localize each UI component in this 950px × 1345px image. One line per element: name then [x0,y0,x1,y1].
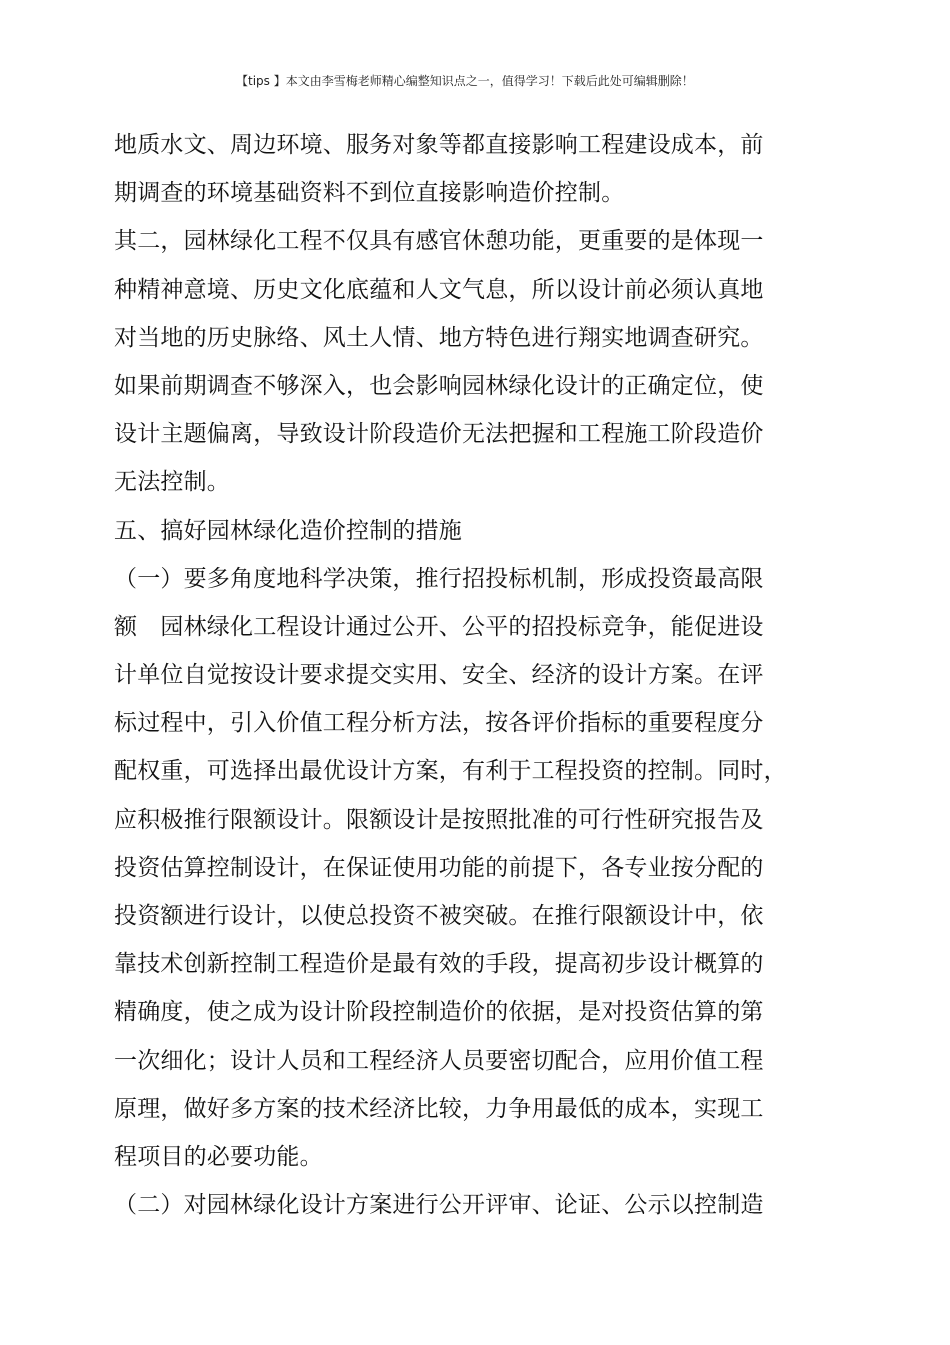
text-line: 地质水文、周边环境、服务对象等都直接影响工程建设成本，前 [114,132,764,158]
text-line: 应积极推行限额设计。限额设计是按照批准的可行性研究报告及 [114,806,764,833]
text-line: 其二，园林绿化工程不仅具有感官休憩功能，更重要的是体现一 [114,228,764,255]
text-line: 一次细化；设计人员和工程经济人员要密切配合，应用价值工程 [114,1047,764,1074]
text-line: 精确度，使之成为设计阶段控制造价的依据，是对投资估算的第 [114,999,764,1026]
text-line: 如果前期调查不够深入，也会影响园林绿化设计的正确定位，使 [114,372,764,399]
subsection-heading: （二）对园林绿化设计方案进行公开评审、论证、公示以控制造 [114,1192,764,1219]
header-tip-note: 【tips 】本文由李雪梅老师精心编整知识点之一，值得学习！下载后此处可编辑删除！ [236,74,694,88]
text-line: 投资额进行设计，以使总投资不被突破。在推行限额设计中，依 [114,903,764,929]
text-line: 计单位自觉按设计要求提交实用、安全、经济的设计方案。在评 [114,662,764,689]
text-line: 种精神意境、历史文化底蕴和人文气息，所以设计前必须认真地 [114,276,764,303]
text-line: 标过程中，引入价值工程分析方法，按各评价指标的重要程度分 [114,710,764,737]
text-line: 设计主题偏离，导致设计阶段造价无法把握和工程施工阶段造价 [114,421,764,448]
text-line: 对当地的历史脉络、风土人情、地方特色进行翔实地调查研究。 [114,324,764,351]
text-line: 原理，做好多方案的技术经济比较，力争用最低的成本，实现工 [114,1095,764,1122]
subsection-heading: （一）要多角度地科学决策，推行招投标机制，形成投资最高限 [114,565,764,592]
text-line: 投资估算控制设计，在保证使用功能的前提下，各专业按分配的 [114,854,764,881]
text-line: 靠技术创新控制工程造价是最有效的手段，提高初步设计概算的 [114,951,764,978]
section-heading: 五、搞好园林绿化造价控制的措施 [114,517,462,544]
text-line: 期调查的环境基础资料不到位直接影响造价控制。 [114,180,625,207]
text-line: 配权重，可选择出最优设计方案，有利于工程投资的控制。同时， [114,758,787,785]
text-line: 无法控制。 [114,469,230,496]
text-line: 额 园林绿化工程设计通过公开、公平的招投标竞争，能促进设 [114,613,764,640]
text-line: 程项目的必要功能。 [114,1143,323,1170]
document-body [114,121,787,1229]
